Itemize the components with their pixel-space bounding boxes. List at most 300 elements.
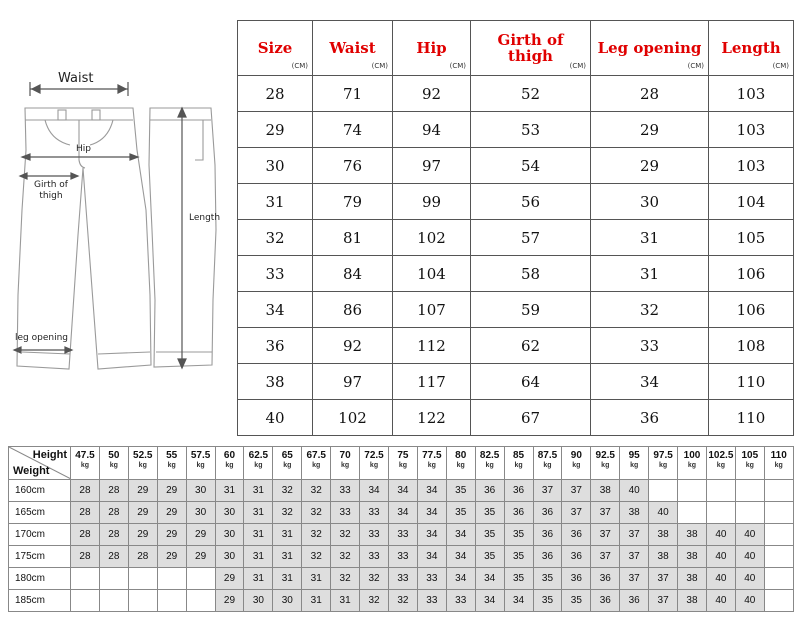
height-row [9,590,794,612]
weight-unit: kg [312,462,321,469]
girth-arrow-icon [20,173,78,179]
recommended-size-cell: 32 [273,502,302,524]
weight-header [533,447,562,480]
weight-header [71,447,100,480]
size-cell: 30 [238,148,313,184]
size-row [238,184,794,220]
weight-value: 75 [397,450,409,461]
size-chart-table [237,20,794,436]
recommended-size-cell: 28 [99,524,128,546]
recommended-size-cell: 34 [475,590,504,612]
size-row [238,256,794,292]
size-cell: 103 [709,112,794,148]
recommended-size-cell: 37 [620,524,649,546]
recommended-size-cell: 32 [331,568,360,590]
weight-unit: kg [167,462,176,469]
recommended-size-cell: 31 [273,546,302,568]
recommended-size-cell: 33 [417,590,446,612]
size-cell: 28 [238,76,313,112]
recommended-size-cell: 34 [475,568,504,590]
recommended-size-cell: 30 [215,546,244,568]
size-row [238,220,794,256]
size-cell: 52 [471,76,591,112]
recommended-size-cell [678,502,707,524]
recommended-size-cell: 40 [735,590,764,612]
recommended-size-cell: 28 [128,546,157,568]
hip-label: Hip [76,144,91,154]
recommended-size-cell: 35 [475,546,504,568]
size-cell: 92 [393,76,471,112]
recommended-size-cell [157,568,186,590]
recommended-size-cell: 35 [562,590,591,612]
size-cell: 32 [238,220,313,256]
recommended-size-cell: 36 [533,546,562,568]
recommended-size-cell: 32 [302,524,331,546]
size-row [238,148,794,184]
size-row [238,400,794,436]
size-cell: 122 [393,400,471,436]
recommended-size-cell [735,502,764,524]
weight-value: 47.5 [75,450,95,461]
recommended-size-cell: 38 [678,546,707,568]
size-cell: 29 [591,112,709,148]
recommended-size-cell [649,480,678,502]
weight-unit: kg [427,462,436,469]
recommended-size-cell: 40 [706,568,735,590]
weight-value: 92.5 [595,450,615,461]
recommended-size-cell: 36 [562,568,591,590]
measurement-diagram [0,0,236,430]
recommended-size-cell [71,568,100,590]
weight-header [186,447,215,480]
weight-value: 62.5 [248,450,269,461]
size-cell: 33 [591,328,709,364]
size-cell: 108 [709,328,794,364]
recommended-size-cell: 33 [360,524,389,546]
weight-header [591,447,620,480]
recommended-size-cell: 33 [388,524,417,546]
size-cell: 84 [313,256,393,292]
height-label: 160cm [9,480,71,502]
size-cell: 36 [591,400,709,436]
height-row [9,480,794,502]
weight-unit: kg [109,462,118,469]
recommended-size-cell: 36 [591,590,620,612]
weight-value: 110 [770,450,787,461]
size-cell: 106 [709,256,794,292]
recommended-size-cell: 29 [157,502,186,524]
size-cell: 56 [471,184,591,220]
waist-label: Waist [58,71,94,86]
weight-header [649,447,678,480]
size-cell: 106 [709,292,794,328]
weight-value: 102.5 [708,450,734,461]
weight-header [417,447,446,480]
recommended-size-cell [157,590,186,612]
size-cell: 59 [471,292,591,328]
height-label: 185cm [9,590,71,612]
recommended-size-cell [128,590,157,612]
recommended-size-cell: 33 [331,502,360,524]
recommended-size-cell: 35 [533,568,562,590]
size-cell: 86 [313,292,393,328]
recommended-size-cell: 35 [446,502,475,524]
weight-unit: kg [485,462,494,469]
size-row [238,328,794,364]
recommended-size-cell: 34 [388,502,417,524]
weight-value: 85 [512,450,525,461]
size-cell: 67 [471,400,591,436]
weight-header [446,447,475,480]
size-row [238,364,794,400]
recommended-size-cell: 36 [533,524,562,546]
size-cell: 94 [393,112,471,148]
recommended-size-cell: 31 [244,568,273,590]
recommended-size-cell: 31 [302,590,331,612]
recommended-size-cell: 31 [273,568,302,590]
size-row [238,292,794,328]
leg-opening-label: leg opening [15,333,68,343]
weight-unit: kg [774,462,783,469]
weight-unit: kg [138,462,147,469]
weight-unit: kg [745,462,754,469]
recommended-size-cell: 29 [128,502,157,524]
header-waist: Waist (CM) [313,21,393,76]
weight-unit: kg [398,462,407,469]
weight-unit: kg [225,462,234,469]
size-cell: 30 [591,184,709,220]
header-leg-opening: Leg opening (CM) [591,21,709,76]
recommended-size-cell: 29 [157,480,186,502]
weight-unit: kg [543,462,552,469]
size-cell: 64 [471,364,591,400]
weight-header [475,447,504,480]
recommended-size-cell: 34 [446,524,475,546]
weight-header [706,447,735,480]
recommended-size-cell: 34 [446,546,475,568]
header-hip: Hip (CM) [393,21,471,76]
weight-unit: kg [687,462,697,469]
weight-header [244,447,273,480]
recommended-size-cell: 35 [475,524,504,546]
weight-value: 50 [108,450,120,461]
height-row [9,546,794,568]
weight-value: 60 [223,450,236,461]
recommended-size-cell: 33 [360,502,389,524]
recommended-size-cell: 29 [128,524,157,546]
recommended-size-cell: 37 [591,502,620,524]
corner-weight-label: Weight [13,465,50,477]
size-cell: 31 [591,220,709,256]
recommended-size-cell: 34 [417,480,446,502]
weight-unit: kg [341,462,350,469]
recommended-size-cell: 34 [446,568,475,590]
recommended-size-cell: 36 [591,568,620,590]
header-size: Size (CM) [238,21,313,76]
recommended-size-cell: 35 [475,502,504,524]
recommended-size-cell [186,568,215,590]
recommended-size-cell: 32 [302,546,331,568]
recommended-size-cell: 37 [533,480,562,502]
corner-cell [9,447,71,480]
recommended-size-cell [99,568,128,590]
size-cell: 103 [709,148,794,184]
weight-header [157,447,186,480]
size-cell: 99 [393,184,471,220]
recommended-size-cell: 32 [302,502,331,524]
recommended-size-cell: 29 [186,546,215,568]
recommended-size-cell: 31 [302,568,331,590]
weight-value: 67.5 [306,450,326,461]
weight-header [504,447,533,480]
weight-unit: kg [369,462,379,469]
size-cell: 31 [591,256,709,292]
weight-value: 77.5 [422,450,442,461]
recommended-size-cell: 38 [620,502,649,524]
size-cell: 71 [313,76,393,112]
weight-header [215,447,244,480]
size-cell: 102 [393,220,471,256]
recommended-size-cell [764,546,793,568]
recommended-size-cell: 32 [388,590,417,612]
recommended-size-cell: 31 [244,502,273,524]
recommended-size-cell: 30 [186,502,215,524]
recommended-size-cell: 35 [446,480,475,502]
weight-unit: kg [254,462,263,469]
height-label: 165cm [9,502,71,524]
weight-header [562,447,591,480]
weight-header [620,447,649,480]
recommended-size-cell: 28 [71,524,100,546]
recommended-size-cell: 32 [360,568,389,590]
recommended-size-cell [764,480,793,502]
recommended-size-cell: 28 [99,546,128,568]
recommended-size-cell: 34 [417,524,446,546]
weight-unit: kg [601,462,610,469]
weight-unit: kg [456,462,465,469]
recommended-size-cell: 36 [620,590,649,612]
weight-unit: kg [196,462,205,469]
recommended-size-cell: 33 [360,546,389,568]
size-cell: 102 [313,400,393,436]
recommended-size-cell: 38 [678,524,707,546]
recommended-size-cell: 28 [71,502,100,524]
recommended-size-cell: 33 [417,568,446,590]
recommended-size-cell: 30 [244,590,273,612]
weight-value: 100 [683,450,701,461]
recommended-size-cell: 37 [649,590,678,612]
weight-header [360,447,389,480]
weight-header [128,447,157,480]
recommended-size-cell: 36 [504,480,533,502]
recommended-size-cell: 30 [215,502,244,524]
size-cell: 34 [238,292,313,328]
weight-header [273,447,302,480]
recommended-size-cell: 34 [417,502,446,524]
recommended-size-cell: 28 [99,502,128,524]
weight-value: 97.5 [653,450,673,461]
weight-value: 90 [570,450,582,461]
recommended-size-cell: 36 [504,502,533,524]
weight-value: 95 [628,450,640,461]
recommended-size-cell: 31 [273,524,302,546]
size-cell: 103 [709,76,794,112]
recommended-size-cell: 29 [157,524,186,546]
size-cell: 104 [709,184,794,220]
recommended-size-cell: 40 [735,524,764,546]
weight-value: 65 [281,450,293,461]
weight-unit: kg [80,462,90,469]
recommended-size-cell: 34 [360,480,389,502]
height-label: 170cm [9,524,71,546]
size-cell: 97 [393,148,471,184]
recommended-size-cell: 37 [562,480,591,502]
recommended-size-cell: 36 [533,502,562,524]
recommended-size-cell: 38 [678,568,707,590]
recommended-size-cell [186,590,215,612]
weight-value: 70 [339,450,351,461]
recommended-size-cell [764,502,793,524]
size-cell: 76 [313,148,393,184]
recommended-size-cell: 32 [331,546,360,568]
recommended-size-cell: 40 [735,568,764,590]
recommended-size-cell: 38 [649,524,678,546]
recommended-size-cell: 28 [99,480,128,502]
recommended-size-cell: 37 [591,546,620,568]
recommended-size-cell [99,590,128,612]
header-girth-of-thigh: Girth of thigh (CM) [471,21,591,76]
weight-value: 55 [166,450,178,461]
size-cell: 92 [313,328,393,364]
size-cell: 112 [393,328,471,364]
size-cell: 29 [238,112,313,148]
height-row [9,502,794,524]
weight-header [302,447,331,480]
height-label: 180cm [9,568,71,590]
weight-value: 105 [741,450,759,461]
recommended-size-cell: 30 [273,590,302,612]
length-label: Length [189,213,221,223]
recommended-size-cell: 31 [331,590,360,612]
recommended-size-cell: 34 [504,590,533,612]
recommended-size-cell: 36 [562,524,591,546]
recommended-size-cell [706,480,735,502]
recommended-size-cell [678,480,707,502]
size-cell: 29 [591,148,709,184]
weight-value: 82.5 [479,450,500,461]
size-cell: 38 [238,364,313,400]
size-cell: 54 [471,148,591,184]
size-cell: 40 [238,400,313,436]
height-row [9,568,794,590]
recommended-size-cell: 31 [215,480,244,502]
size-cell: 105 [709,220,794,256]
weight-unit: kg [283,462,292,469]
size-cell: 74 [313,112,393,148]
weight-unit: kg [514,462,523,469]
size-cell: 33 [238,256,313,292]
recommended-size-cell: 40 [706,546,735,568]
recommended-size-cell: 37 [620,546,649,568]
recommended-size-cell: 31 [244,480,273,502]
size-cell: 110 [709,400,794,436]
weight-header [735,447,764,480]
weight-unit: kg [572,462,581,469]
recommended-size-cell: 32 [331,524,360,546]
size-cell: 79 [313,184,393,220]
weight-unit: kg [630,462,639,469]
recommended-size-cell: 29 [215,590,244,612]
size-cell: 58 [471,256,591,292]
recommended-size-cell: 29 [128,480,157,502]
size-cell: 62 [471,328,591,364]
recommended-size-cell: 40 [706,524,735,546]
recommended-size-cell: 40 [706,590,735,612]
size-cell: 104 [393,256,471,292]
weight-header [331,447,360,480]
recommended-size-cell: 36 [475,480,504,502]
recommended-size-cell: 33 [388,568,417,590]
recommended-size-cell: 37 [562,502,591,524]
header-length: Length (CM) [709,21,794,76]
weight-header-row [9,447,794,480]
recommended-size-cell: 37 [649,568,678,590]
size-cell: 34 [591,364,709,400]
recommended-size-cell: 33 [331,480,360,502]
recommended-size-cell: 33 [388,546,417,568]
size-cell: 110 [709,364,794,400]
recommended-size-cell: 40 [649,502,678,524]
recommended-size-cell: 28 [71,480,100,502]
size-cell: 53 [471,112,591,148]
recommended-size-cell: 30 [186,480,215,502]
height-row [9,524,794,546]
size-cell: 57 [471,220,591,256]
recommended-size-cell: 29 [157,546,186,568]
weight-value: 72.5 [364,450,384,461]
girth-label: Girth of thigh [34,180,68,202]
weight-unit: kg [658,462,668,469]
recommended-size-cell [764,524,793,546]
weight-height-table [8,446,794,612]
recommended-size-cell: 31 [244,546,273,568]
corner-height-label: Height [32,449,67,461]
recommended-size-cell [706,502,735,524]
height-label: 175cm [9,546,71,568]
recommended-size-cell [764,568,793,590]
recommended-size-cell [128,568,157,590]
size-cell: 28 [591,76,709,112]
weight-header [678,447,707,480]
weight-header [388,447,417,480]
weight-value: 57.5 [190,450,211,461]
recommended-size-cell [764,590,793,612]
size-cell: 81 [313,220,393,256]
size-cell: 117 [393,364,471,400]
recommended-size-cell: 38 [649,546,678,568]
size-cell: 36 [238,328,313,364]
recommended-size-cell: 40 [735,546,764,568]
weight-value: 80 [455,450,467,461]
recommended-size-cell: 35 [504,568,533,590]
weight-header [99,447,128,480]
recommended-size-cell: 34 [417,546,446,568]
hip-arrow-icon [22,154,138,160]
size-chart-header-row [238,21,794,76]
size-cell: 32 [591,292,709,328]
size-cell: 97 [313,364,393,400]
weight-unit: kg [716,462,725,469]
